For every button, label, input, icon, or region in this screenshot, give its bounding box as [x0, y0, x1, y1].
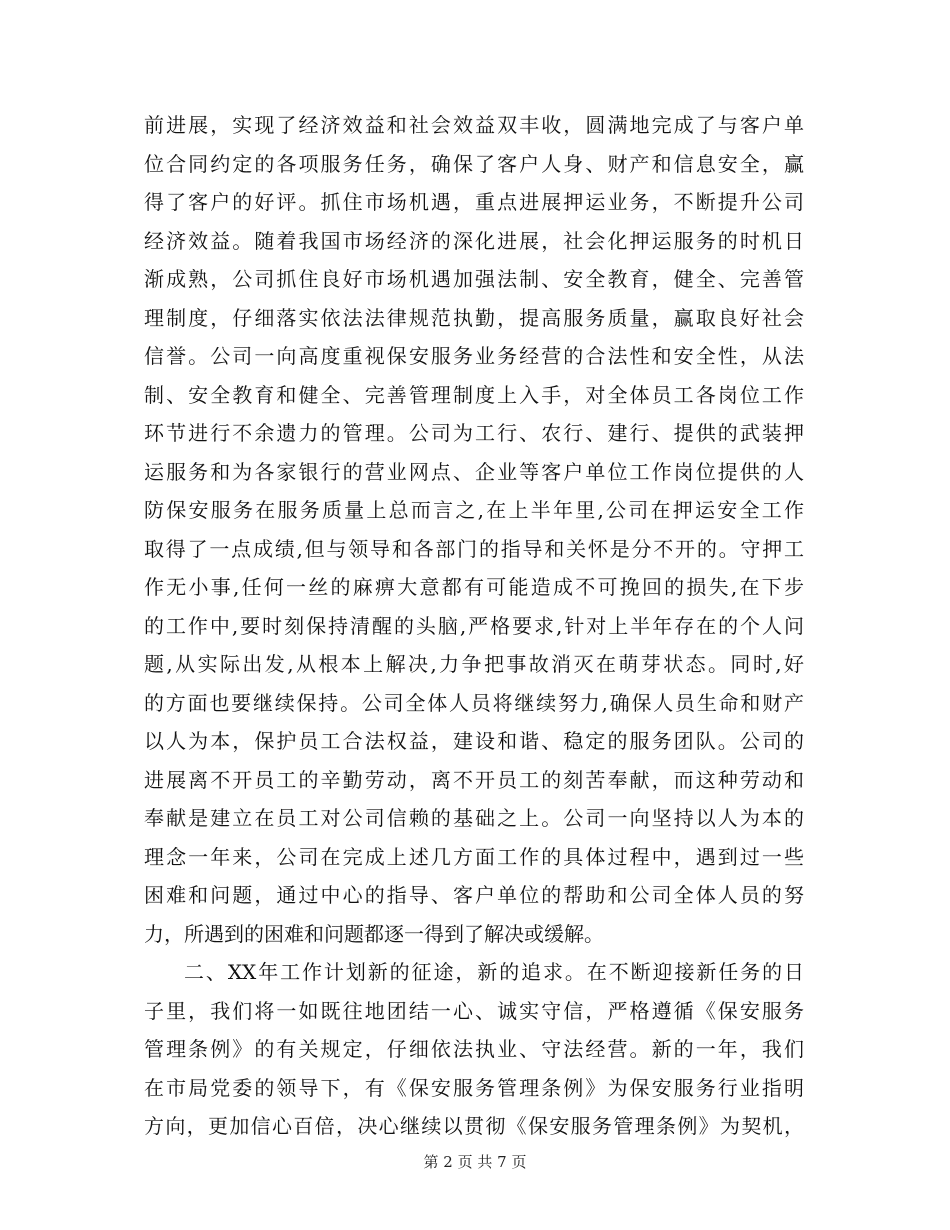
text-line: 力，所遇到的困难和问题都逐一得到了解决或缓解。: [144, 921, 604, 946]
text-line: 理念一年来，公司在完成上述几方面工作的具体过程中，遇到过一些: [144, 844, 804, 869]
text-line: 管理条例》的有关规定，仔细依法执业、守法经营。新的一年，我们: [144, 1037, 804, 1061]
text-line: 位合同约定的各项服务任务，确保了客户人身、财产和信息安全，赢: [144, 151, 804, 176]
text-line: 的工作中,要时刻保持清醒的头脑,严格要求,针对上半年存在的个人问: [144, 613, 804, 638]
page-number: 第 2 页 共 7 页: [423, 1153, 527, 1171]
text-line: 环节进行不余遗力的管理。公司为工行、农行、建行、提供的武装押: [144, 421, 804, 445]
text-line: 困难和问题，通过中心的指导、客户单位的帮助和公司全体人员的努: [144, 883, 804, 907]
text-line: 理制度，仔细落实依法法律规范执勤，提高服务质量，赢取良好社会: [144, 305, 804, 330]
paragraph-1: [144, 106, 804, 953]
text-line: 子里，我们将一如既往地团结一心、诚实守信，严格遵循《保安服务: [144, 998, 804, 1023]
body-text: [144, 106, 804, 1146]
text-line: 方向，更加信心百倍，决心继续以贯彻《保安服务管理条例》为契机，: [144, 1114, 804, 1138]
text-line: 得了客户的好评。抓住市场机遇，重点进展押运业务，不断提升公司: [144, 190, 804, 214]
text-line: 渐成熟，公司抓住良好市场机遇加强法制、安全教育，健全、完善管: [144, 267, 804, 291]
text-line: 在市局党委的领导下，有《保安服务管理条例》为保安服务行业指明: [144, 1075, 804, 1100]
text-line: 运服务和为各家银行的营业网点、企业等客户单位工作岗位提供的人: [144, 459, 804, 484]
text-line: 二、XX年工作计划新的征途，新的追求。在不断迎接新任务的日: [184, 960, 804, 984]
text-line: 以人为本，保护员工合法权益，建设和谐、稳定的服务团队。公司的: [144, 729, 804, 753]
text-line: 奉献是建立在员工对公司信赖的基础之上。公司一向坚持以人为本的: [144, 806, 804, 830]
text-line: 制、安全教育和健全、完善管理制度上入手，对全体员工各岗位工作: [144, 382, 804, 407]
text-line: 进展离不开员工的辛勤劳动，离不开员工的刻苦奉献，而这种劳动和: [144, 767, 804, 792]
text-line: 防保安服务在服务质量上总而言之,在上半年里,公司在押运安全工作: [144, 498, 804, 522]
text-line: 的方面也要继续保持。公司全体人员将继续努力,确保人员生命和财产: [144, 690, 804, 715]
text-line: 信誉。公司一向高度重视保安服务业务经营的合法性和安全性，从法: [144, 344, 804, 368]
text-line: 前进展，实现了经济效益和社会效益双丰收，圆满地完成了与客户单: [144, 113, 804, 137]
paragraph-2: [144, 953, 804, 1146]
page-footer: [0, 1150, 950, 1174]
text-line: 取得了一点成绩,但与领导和各部门的指导和关怀是分不开的。守押工: [144, 536, 804, 561]
text-line: 题,从实际出发,从根本上解决,力争把事故消灭在萌芽状态。同时,好: [144, 652, 804, 676]
text-line: 经济效益。随着我国市场经济的深化进展，社会化押运服务的时机日: [144, 228, 804, 253]
text-line: 作无小事,任何一丝的麻痹大意都有可能造成不可挽回的损失,在下步: [144, 575, 804, 599]
